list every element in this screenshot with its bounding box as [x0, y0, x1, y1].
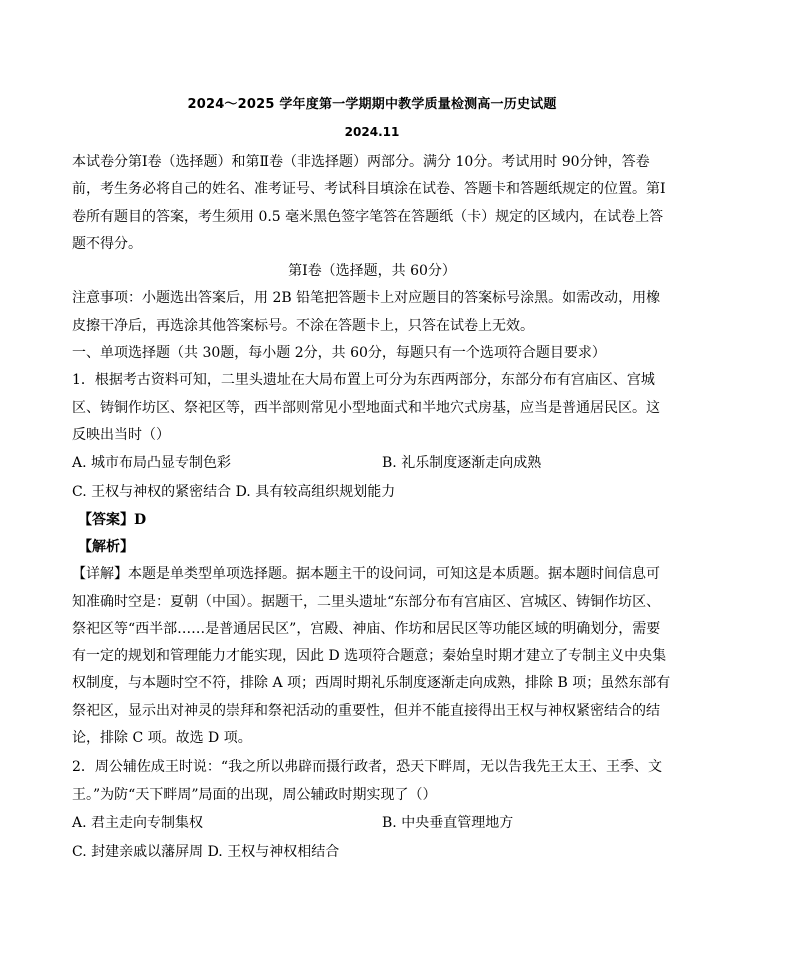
exam-intro: 本试卷分第Ⅰ卷（选择题）和第Ⅱ卷（非选择题）两部分。满分 10分。考试用时 90分钟，答卷前，考生务必将自己的姓名、准考证号、考试科目填涂在试卷、答题卡和答题纸规定的位置。第Ⅰ卷所有题目的答案，考生须用 0.5 毫米黑色签字笔答在答题纸（卡）规定的区域内，在试卷上答题不得分。 — [72, 154, 666, 252]
question-2 — [72, 754, 672, 867]
answer: 【答案】D — [78, 512, 147, 529]
options-row-cd — [72, 838, 672, 867]
option-cd: C. 封建亲戚以藩屏周 D. 王权与神权相结合 — [72, 843, 340, 860]
option-cd: C. 王权与神权的紧密结合 D. 具有较高组织规划能力 — [72, 484, 396, 501]
option-b: B. 中央垂直管理地方 — [382, 814, 514, 831]
analysis-label: 【解析】 — [78, 539, 134, 556]
detail-explanation: 【详解】本题是单类型单项选择题。据本题主干的设问词，可知这是本质题。据本题时间信息可知准确时空是：夏朝（中国）。据题干，二里头遗址“东部分布有宫庙区、宫城区、铸铜作坊区、祭祀区等“西半部……是普通居民区”，宫殿、神庙、作坊和居民区等功能区域的明确划分，需要有一定的规划和管理能力才能实现，因此 D 选项符合题意；秦始皇时期才建立了专制主义中央集权制度，与本题时空不符，排除 A 项；西周时期礼乐制度逐渐走向成熟，排除 B 项；虽然东部有祭祀区，显示出对神灵的崇拜和祭祀活动的重要性，但并不能直接得出王权与神权紧密结合的结论，排除 C 项。故选 D 项。 — [72, 566, 671, 747]
option-b: B. 礼乐制度逐渐走向成熟 — [382, 455, 542, 472]
option-a: A. 城市布局凸显专制色彩 — [72, 455, 232, 472]
options-row-ab — [72, 449, 672, 478]
exam-date: 2024.11 — [344, 125, 400, 139]
option-a: A. 君主走向专制集权 — [72, 814, 204, 831]
exam-title: 2024～2025 学年度第一学期期中教学质量检测高一历史试题 — [187, 97, 557, 112]
question-1 — [72, 367, 672, 752]
section-title: 第Ⅰ卷（选择题，共 60分） — [288, 263, 456, 280]
exam-page — [72, 96, 672, 867]
notice: 注意事项：小题选出答案后，用 2B 铅笔把答题卡上对应题目的答案标号涂黑。如需改动，用橡皮擦干净后，再选涂其他答案标号。不涂在答题卡上，只答在试卷上无效。 — [72, 290, 661, 334]
part-heading: 一、单项选择题（共 30题，每小题 2分，共 60分，每题只有一个选项符合题目要求） — [72, 345, 606, 362]
question-stem: 2．周公辅佐成王时说：“我之所以弗辟而摄行政者，恐天下畔周，无以告我先王太王、王季、文王。”为防“天下畔周”局面的出现，周公辅政时期实现了（） — [72, 759, 663, 803]
options-row-ab — [72, 809, 672, 838]
question-stem: 1．根据考古资料可知，二里头遗址在大局布置上可分为东西两部分，东部分布有宫庙区、宫城区、铸铜作坊区、祭祀区等，西半部则常见小型地面式和半地穴式房基，应当是普通居民区。这反映出当时（） — [72, 372, 660, 443]
options-row-cd — [72, 478, 672, 507]
